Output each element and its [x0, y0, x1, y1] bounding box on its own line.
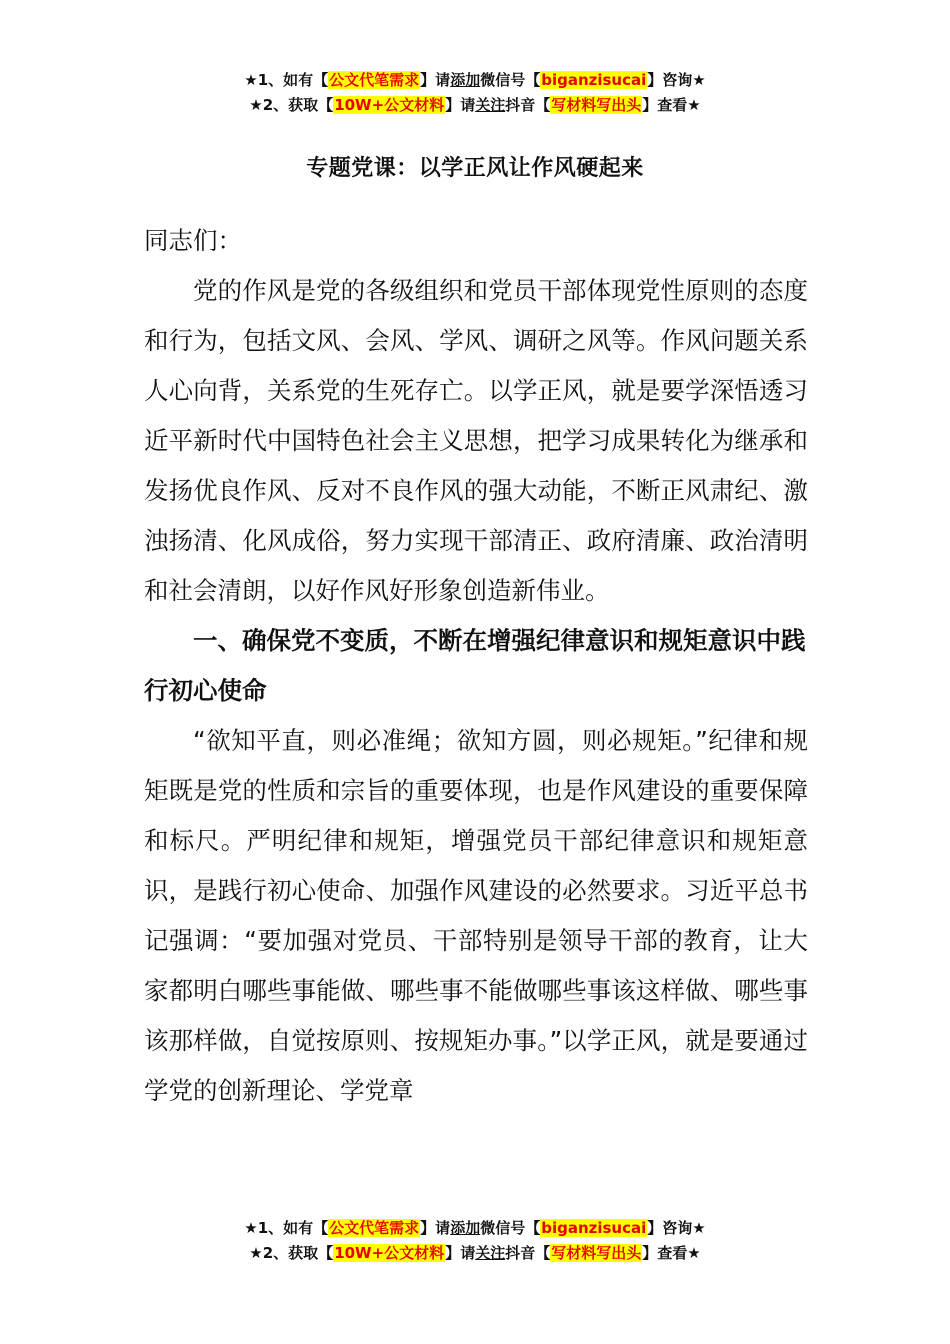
highlight-materials: 10W+公文材料: [334, 96, 445, 114]
document-title: 专题党课：以学正风让作风硬起来: [306, 156, 644, 181]
salutation: 同志们：: [144, 226, 242, 255]
star-icon: ★: [249, 1244, 263, 1262]
header-banner: [0, 68, 950, 118]
banner-line-1: ★1、如有【公文代笔需求】请添加微信号【biganzisucai】咨询★: [244, 71, 706, 89]
paragraph-section-1: “欲知平直，则必准绳；欲知方圆，则必规矩。”纪律和规矩既是党的性质和宗旨的重要体现，也是作风建设的重要保障和标尺。严明纪律和规矩，增强党员干部纪律意识和规矩意识，是践行初心使命、加强作风建设的必然要求。习近平总书记强调：“要加强对党员、干部特别是领导干部的教育，让大家都明白哪些事能做、哪些事不能做哪些事该这样做、哪些事该那样做，自觉按原则、按规矩办事。”以学正风，就是要通过学党的创新理论、学党章: [144, 726, 808, 1105]
highlight-wechat-id: biganzisucai: [541, 1219, 647, 1237]
banner-line-2: ★2、获取【10W+公文材料】请关注抖音【写材料写出头】查看★: [249, 96, 701, 114]
highlight-service: 公文代笔需求: [329, 71, 420, 89]
star-icon: ★: [244, 1219, 258, 1237]
paragraph-intro: 党的作风是党的各级组织和党员干部体现党性原则的态度和行为，包括文风、会风、学风、调研之风等。作风问题关系人心向背，关系党的生死存亡。以学正风，就是要学深悟透习近平新时代中国特色社会主义思想，把学习成果转化为继承和发扬优良作风、反对不良作风的强大动能，不断正风肃纪、激浊扬清、化风成俗，努力实现干部清正、政府清廉、政治清明和社会清朗，以好作风好形象创造新伟业。: [144, 276, 808, 605]
section-heading-1: 一、确保党不变质，不断在增强纪律意识和规矩意识中践行初心使命: [144, 626, 806, 705]
document-body: [144, 216, 808, 1116]
highlight-service: 公文代笔需求: [329, 1219, 420, 1237]
banner-line-1: ★1、如有【公文代笔需求】请添加微信号【biganzisucai】咨询★: [244, 1219, 706, 1237]
star-icon: ★: [244, 71, 258, 89]
highlight-wechat-id: biganzisucai: [541, 71, 647, 89]
banner-line-2: ★2、获取【10W+公文材料】请关注抖音【写材料写出头】查看★: [249, 1244, 701, 1262]
highlight-douyin-id: 写材料写出头: [551, 1244, 642, 1262]
footer-banner: [0, 1216, 950, 1266]
highlight-materials: 10W+公文材料: [334, 1244, 445, 1262]
highlight-douyin-id: 写材料写出头: [551, 96, 642, 114]
star-icon: ★: [249, 96, 263, 114]
